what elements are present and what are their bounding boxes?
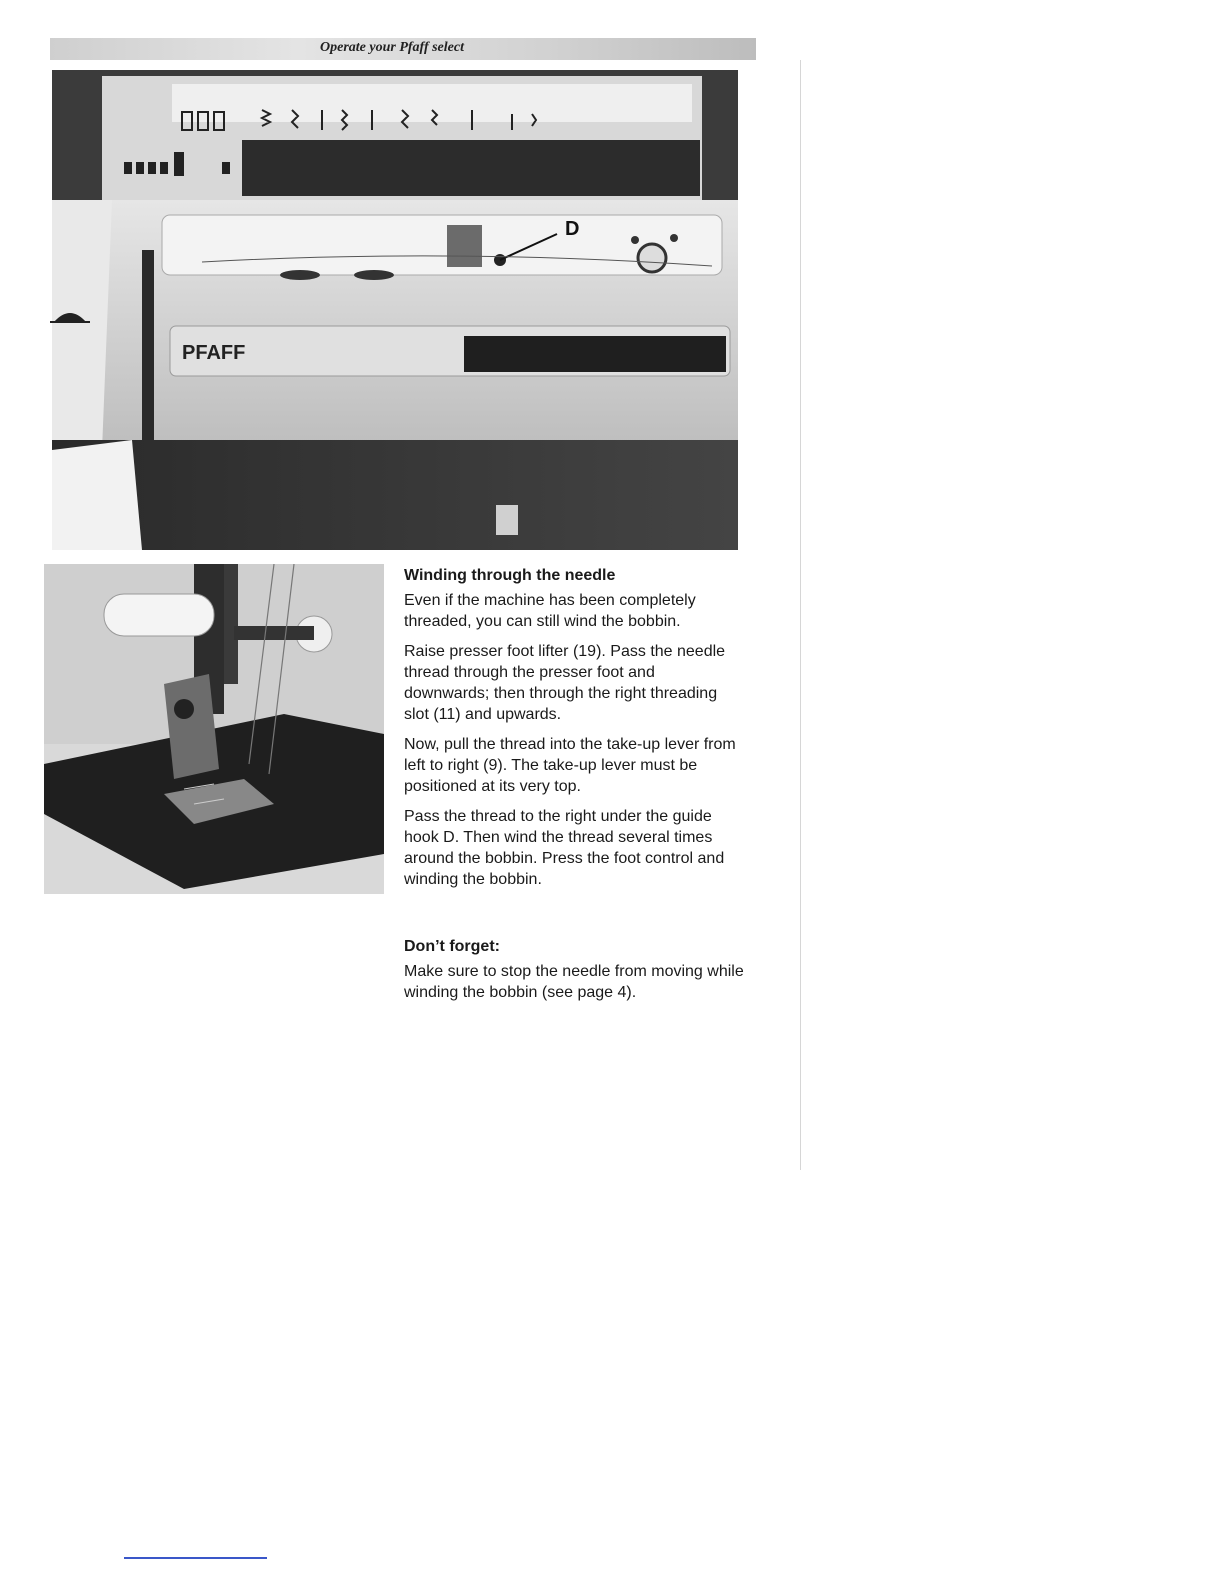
note-heading: Don’t forget: bbox=[404, 938, 500, 955]
winding-paragraph-3: Now, pull the thread into the take-up lever from left to right (9). The take-up lever must be positioned at its very top. bbox=[404, 736, 736, 795]
note-section bbox=[404, 936, 744, 1012]
winding-heading: Winding through the needle bbox=[404, 567, 616, 584]
note-paragraph: Make sure to stop the needle from moving while winding the bobbin (see page 4). bbox=[404, 963, 744, 1001]
presser-foot-lifter-icon bbox=[40, 300, 100, 330]
winding-paragraph-1: Even if the machine has been completely threaded, you can still wind the bobbin. bbox=[404, 592, 696, 630]
winding-paragraph-4: Pass the thread to the right under the guide hook D. Then wind the thread several times around the bobbin. Press the foot control and winding the bobbin. bbox=[404, 808, 725, 888]
winding-paragraph-2: Raise presser foot lifter (19). Pass the needle thread through the presser foot and downwards; then through the right threading slot (11) and upwards. bbox=[404, 643, 726, 723]
presser-foot-closeup-photo bbox=[44, 564, 384, 894]
sewing-machine-top-photo bbox=[52, 70, 738, 550]
callout-label-d: D bbox=[565, 218, 580, 240]
page-right-rule bbox=[800, 60, 801, 1170]
brand-logo: PFAFF bbox=[182, 342, 246, 364]
footer-rule bbox=[124, 1557, 267, 1559]
winding-section bbox=[404, 565, 744, 899]
page-header-title: Operate your Pfaff select bbox=[320, 40, 464, 55]
